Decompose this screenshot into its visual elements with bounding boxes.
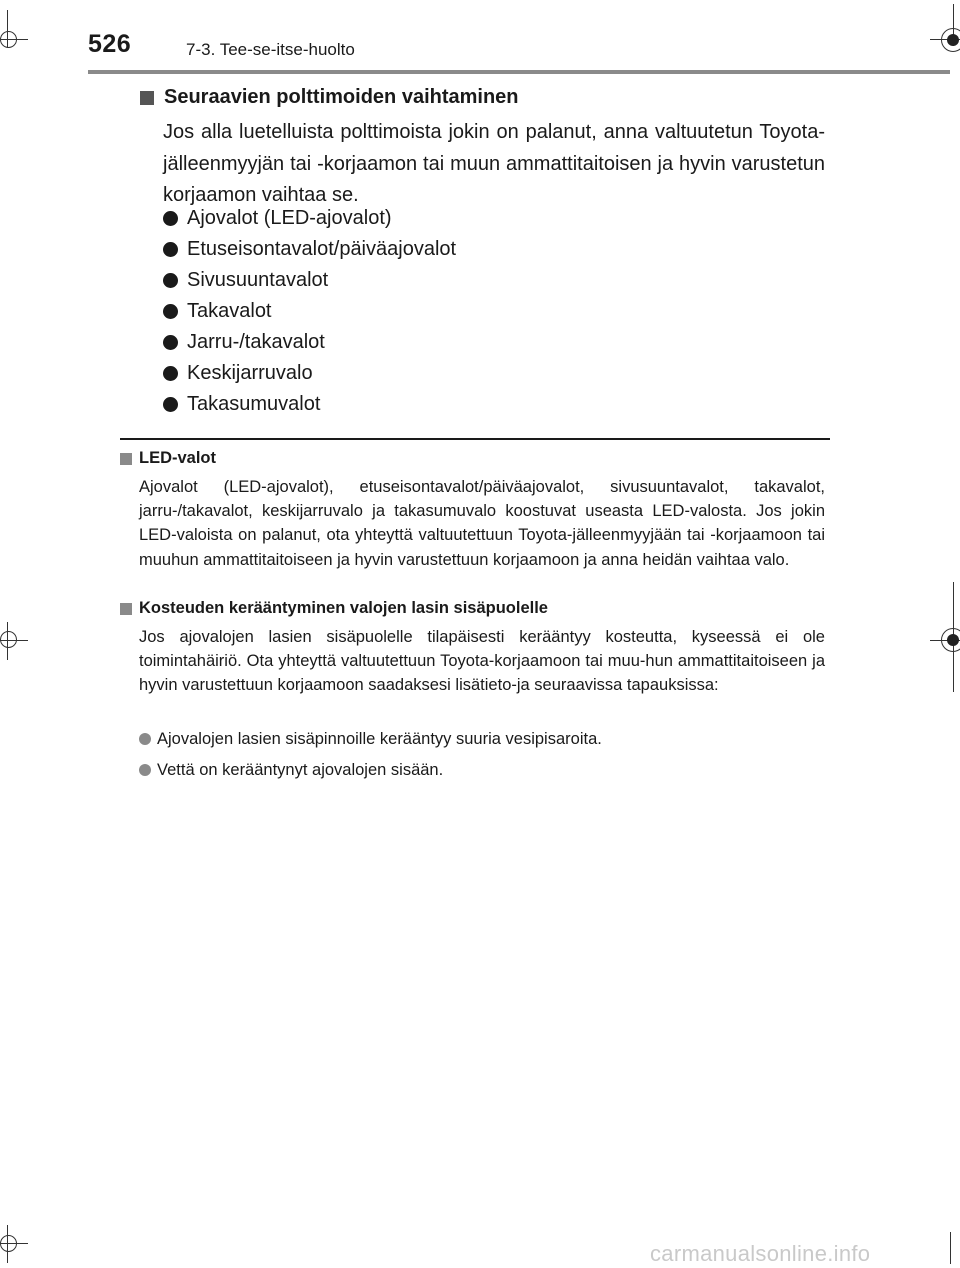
note-heading-text: LED-valot [139,449,217,467]
section-divider [120,438,830,440]
list-item-text: Takavalot [187,300,272,322]
main-heading-text: Seuraavien polttimoiden vaihtaminen [164,86,519,108]
list-item [163,358,456,389]
note-heading-led [120,449,216,468]
list-item [163,389,456,420]
list-item-text: Etuseisontavalot/päiväajovalot [187,238,457,260]
bulb-list [163,203,456,420]
round-bullet-icon [139,764,151,776]
note-paragraph-moisture: Jos ajovalojen lasien sisäpuolelle tilapäisesti kerääntyy kosteutta, kyseessä ei ole toimintahäiriö. Ota yhteyttä valtuutettuun Toyota-korjaamoon tai muu-hun ammattitaitoiseen ja hyvin varustettuun korjaamoon saadaksesi lisätieto-ja seuraavissa tapauksissa: [139,628,825,695]
round-bullet-icon [163,397,178,412]
round-bullet-icon [163,273,178,288]
list-item-text: Sivusuuntavalot [187,269,329,291]
header-rule [88,70,950,74]
watermark: carmanualsonline.info [650,1241,871,1266]
round-bullet-icon [163,242,178,257]
square-bullet-icon [140,91,154,105]
round-bullet-icon [163,211,178,226]
round-bullet-icon [163,366,178,381]
note-paragraph-led: Ajovalot (LED-ajovalot), etuseisontavalot/päiväajovalot, sivusuuntavalot, takavalot, jarru-/takavalot, keskijarruvalo ja takasumuvalo koostuvat useasta LED-valosta. Jos jokin LED-valoista on palanut, ota yhteyttä valtuutettuun Toyota-jälleenmyyjään tai -korjaamoon tai muuhun ammattitaitoiseen ja hyvin varustettuun korjaamoon ja anna heidän vaihtaa valo. [139,478,825,569]
note-heading-text: Kosteuden kerääntyminen valojen lasin sisäpuolelle [139,599,548,617]
moisture-list [139,727,602,789]
list-item-text: Ajovalojen lasien sisäpinnoille kerääntyy suuria vesipisaroita. [157,730,602,748]
page-number: 526 [88,30,132,58]
list-item-text: Jarru-/takavalot [187,331,325,353]
main-paragraph: Jos alla luetelluista polttimoista jokin on palanut, anna valtuutetun Toyota-jälleenmyyjän tai -korjaamon tai muun ammattitaitoisen ja hyvin varustetun korjaamon vaihtaa se. [163,121,825,206]
round-bullet-icon [163,304,178,319]
square-bullet-icon [120,453,132,465]
round-bullet-icon [139,733,151,745]
list-item-text: Ajovalot (LED-ajovalot) [187,207,392,229]
list-item [163,203,456,234]
list-item [163,296,456,327]
round-bullet-icon [163,335,178,350]
list-item [139,758,602,789]
list-item [163,234,456,265]
list-item-text: Takasumuvalot [187,393,321,415]
list-item-text: Vettä on kerääntynyt ajovalojen sisään. [157,761,444,779]
list-item-text: Keskijarruvalo [187,362,313,384]
main-heading [140,86,519,109]
list-item [139,727,602,758]
list-item [163,327,456,358]
list-item [163,265,456,296]
note-heading-moisture [120,599,548,618]
section-title: 7-3. Tee-se-itse-huolto [186,40,355,59]
square-bullet-icon [120,603,132,615]
